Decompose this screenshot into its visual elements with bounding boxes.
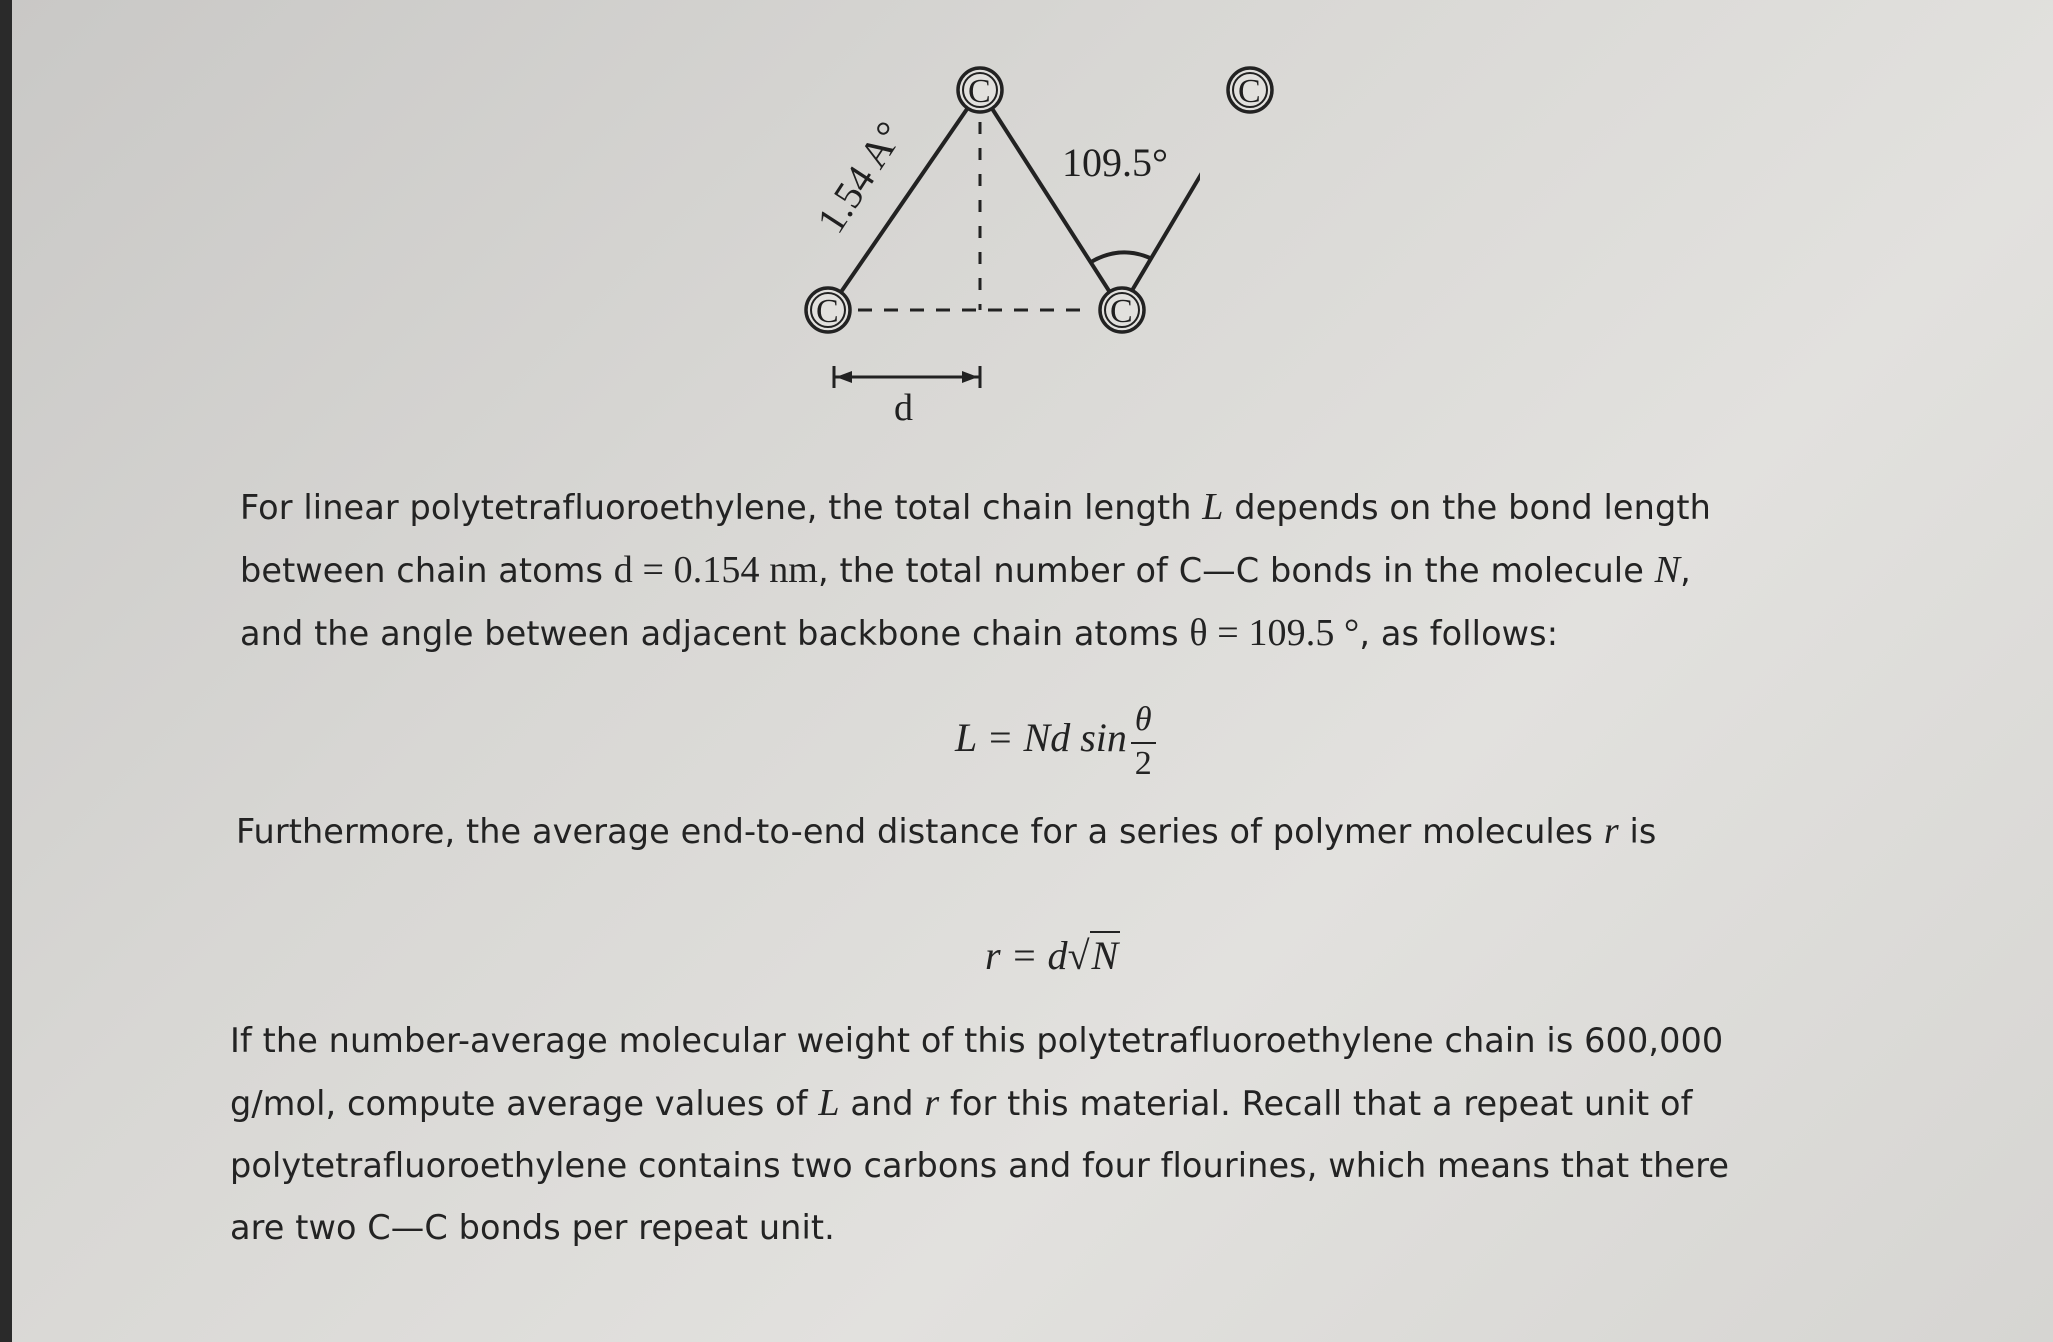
intro-line-1: For linear polytetrafluoroethylene, the total chain length L depends on the bond length <box>240 486 1711 528</box>
equation-end-to-end: r = d√N <box>985 933 1119 978</box>
question-line-4: are two C—C bonds per repeat unit. <box>230 1208 835 1247</box>
atom-bottom-left <box>806 288 850 332</box>
paragraph-end-to-end: Furthermore, the average end-to-end distance for a series of polymer molecules r is <box>236 810 1657 852</box>
d-arrow-left <box>836 371 852 383</box>
bond-length-label: 1.54 A° <box>807 113 913 241</box>
question-line-1: If the number-average molecular weight of this polytetrafluoroethylene chain is 600,000 <box>230 1021 1724 1060</box>
bond-right <box>1124 92 1200 304</box>
svg-text:C: C <box>1238 73 1261 110</box>
atom-bottom-right <box>1100 288 1144 332</box>
svg-text:C: C <box>816 293 839 330</box>
question-line-3: polytetrafluoroethylene contains two carbons and four flourines, which means that there <box>230 1146 1730 1185</box>
d-label: d <box>894 387 913 429</box>
svg-text:C: C <box>1110 293 1133 330</box>
bond-angle-diagram <box>780 40 1200 440</box>
equation-chain-length: L = Nd sin $\frac{\theta}{2}$ <box>955 700 1156 784</box>
fraction: $\frac{\theta}{2}$ <box>1131 700 1156 784</box>
question-line-2: g/mol, compute average values of L and r for this material. Recall that a repeat unit of <box>230 1082 1693 1124</box>
intro-line-3: and the angle between adjacent backbone chain atoms θ = 109.5 °, as follows: <box>240 612 1559 654</box>
intro-line-2: between chain atoms d = 0.154 nm, the total number of C—C bonds in the molecule N, <box>240 549 1691 591</box>
paragraph-intro <box>240 476 1711 665</box>
atom-top-middle <box>958 68 1002 112</box>
paragraph-question <box>230 1010 1729 1259</box>
svg-text:C: C <box>968 73 991 110</box>
atom-top-right <box>1220 60 1280 120</box>
screen-edge <box>0 0 12 1342</box>
angle-arc <box>1091 252 1150 262</box>
bond-middle <box>984 96 1120 308</box>
d-arrow-right <box>962 371 978 383</box>
angle-label: 109.5° <box>1062 140 1168 185</box>
